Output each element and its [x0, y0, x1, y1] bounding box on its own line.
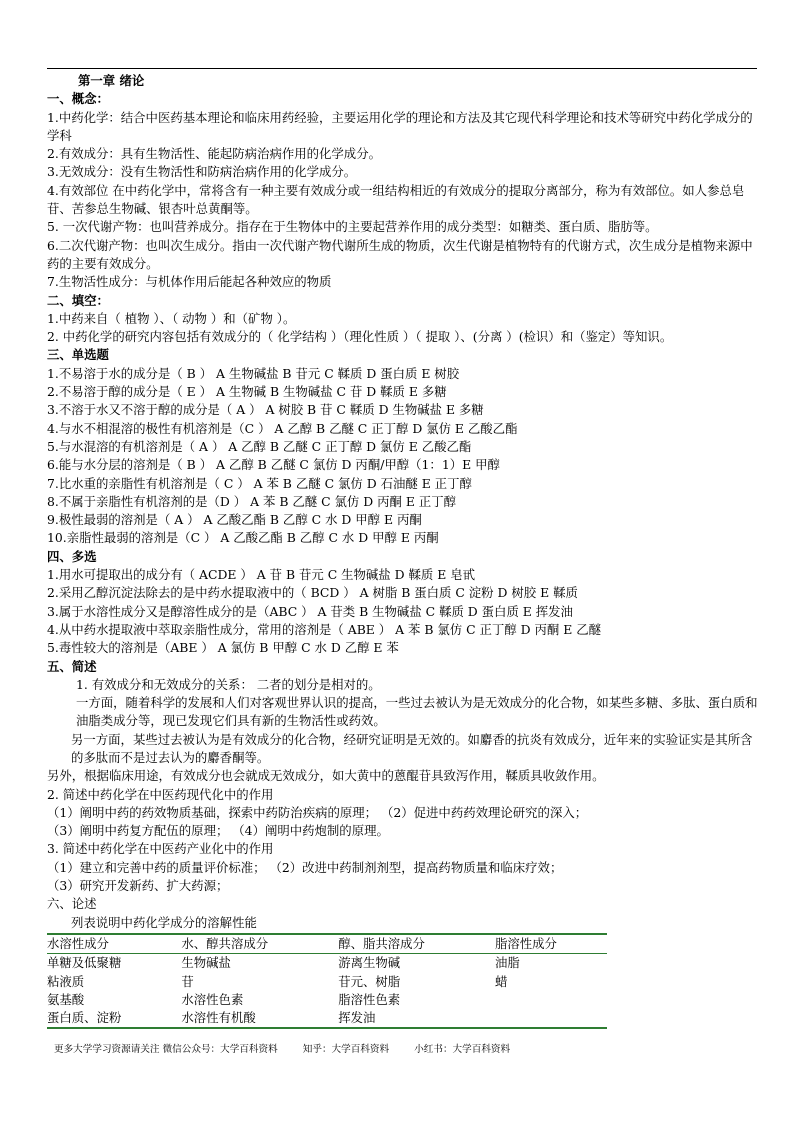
brief-answer: （1）建立和完善中药的质量评价标准； （2）改进中药制剂剂型，提高药物质量和临床疗效； — [47, 859, 563, 875]
solubility-table — [47, 933, 607, 1029]
brief-question: 1. 有效成分和无效成分的关系： 二者的划分是相对的。 — [76, 676, 381, 692]
footer-wechat: 更多大学学习资源请关注 微信公众号：大学百科资料 — [54, 1044, 278, 1055]
concept-item: 4.有效部位 在中药化学中，常将含有一种主要有效成分或一组结构相近的有效成分的提取分离部分，称为有效部位。如人参总皂苷、苦参总生物碱、银杏叶总黄酮等。 — [47, 182, 745, 217]
table-cell: 水溶性有机酸 — [181, 1009, 338, 1028]
single-choice-item: 4.与水不相混溶的极性有机溶剂是（C ） A 乙醇 B 乙醚 C 正丁醇 D 氯仿 E 乙酸乙酯 — [47, 420, 518, 436]
brief-question: 3. 简述中药化学在中医药产业化中的作用 — [47, 841, 274, 857]
multi-choice-item: 3.属于水溶性成分又是醇溶性成分的是（ABC ） A 苷类 B 生物碱盐 C 鞣质 D 蛋白质 E 挥发油 — [47, 603, 573, 619]
table-cell: 脂溶性色素 — [338, 991, 401, 1007]
table-cell: 蜡 — [494, 973, 508, 989]
table-cell: 水溶性色素 — [181, 991, 244, 1007]
brief-question: 2. 简述中药化学在中医药现代化中的作用 — [47, 786, 274, 802]
single-choice-item: 6.能与水分层的溶剂是（ B ） A 乙醇 B 乙醚 C 氯仿 D 丙酮/甲醇（1：1）E 甲醇 — [47, 457, 500, 473]
single-choice-item: 1.不易溶于水的成分是（ B ） A 生物碱盐 B 苷元 C 鞣质 D 蛋白质 E 树胶 — [47, 365, 460, 381]
table-row — [47, 991, 607, 1009]
concept-item: 5. 一次代谢产物：也叫营养成分。指存在于生物体中的主要起营养作用的成分类型：如糖类、蛋白质、脂肪等。 — [47, 219, 658, 235]
essay-heading: 六、论述 — [47, 896, 97, 912]
table-row — [47, 954, 607, 973]
single-choice-item: 3.不溶于水又不溶于醇的成分是（ A ） A 树胶 B 苷 C 鞣质 D 生物碱盐 E 多糖 — [47, 402, 484, 418]
fill-heading: 二、填空： — [47, 292, 109, 308]
table-cell: 单糖及低聚糖 — [47, 955, 122, 971]
table-cell: 苷 — [181, 973, 194, 989]
multi-choice-item: 4.从中药水提取液中萃取亲脂性成分，常用的溶剂是（ ABE ） A 苯 B 氯仿 C 正丁醇 D 丙酮 E 乙醚 — [47, 621, 601, 637]
brief-answer: （1）阐明中药的药效物质基础，探索中药防治疾病的原理； （2）促进中药药效理论研究的深入； — [47, 804, 588, 820]
table-header-cell: 脂溶性成分 — [495, 934, 607, 954]
concept-item: 1.中药化学：结合中医药基本理论和临床用药经验，主要运用化学的理论和方法及其它现代科学理论和技术等研究中药化学成分的学科 — [47, 109, 753, 143]
concept-item: 2.有效成分：具有生物活性、能起防病治病作用的化学成分。 — [47, 146, 381, 162]
essay-question: 列表说明中药化学成分的溶解性能 — [71, 914, 257, 930]
single-choice-heading: 三、单选题 — [47, 347, 109, 363]
footer-zhihu: 知乎：大学百科资料 — [302, 1044, 390, 1055]
table-cell: 苷元、树脂 — [338, 973, 401, 989]
brief-answer: （3）研究开发新药、扩大药源； — [47, 878, 229, 894]
table-cell: 油脂 — [494, 955, 520, 971]
table-cell: 生物碱盐 — [181, 955, 231, 971]
document-page — [47, 68, 759, 1029]
footer-xiaohongshu: 小红书：大学百科资料 — [414, 1044, 511, 1055]
brief-paragraph: 一方面，随着科学的发展和人们对客观世界认识的提高，一些过去被认为是无效成分的化合物，如某些多糖、多肽、蛋白质和油脂类成分等，现已发现它们具有新的生物活性或药效。 — [76, 695, 758, 729]
top-rule — [47, 68, 757, 69]
brief-answer: （3）阐明中药复方配伍的原理； （4）阐明中药炮制的原理。 — [47, 823, 389, 839]
fill-item: 2. 中药化学的研究内容包括有效成分的（ 化学结构 ）（理化性质 ）（ 提取 ）、(分离 ）(检识）和（鉴定）等知识。 — [47, 329, 673, 345]
page-footer — [54, 1041, 532, 1055]
single-choice-item: 9.极性最弱的溶剂是（ A ） A 乙酸乙酯 B 乙醇 C 水 D 甲醇 E 丙酮 — [47, 512, 422, 528]
multi-choice-heading: 四、多选 — [47, 548, 97, 564]
single-choice-item: 8.不属于亲脂性有机溶剂的是（D ） A 苯 B 乙醚 C 氯仿 D 丙酮 E 正丁醇 — [47, 493, 456, 509]
multi-choice-item: 1.用水可提取出的成分有（ ACDE ） A 苷 B 苷元 C 生物碱盐 D 鞣质 E 皂甙 — [47, 567, 475, 583]
table-cell — [495, 1009, 607, 1028]
table-header-cell: 水、醇共溶成分 — [181, 934, 338, 954]
multi-choice-item: 2.采用乙醇沉淀法除去的是中药水提取液中的（ BCD ） A 树脂 B 蛋白质 C 淀粉 D 树胶 E 鞣质 — [47, 585, 578, 601]
table-cell: 蛋白质、淀粉 — [47, 1009, 181, 1028]
single-choice-item: 7.比水重的亲脂性有机溶剂是（ C ） A 苯 B 乙醚 C 氯仿 D 石油醚 E 正丁醇 — [47, 475, 472, 491]
table-header-row — [47, 934, 607, 954]
table-cell: 游离生物碱 — [338, 955, 401, 971]
concepts-heading: 一、概念： — [47, 91, 109, 107]
fill-item: 1.中药来自（ 植物 ）、（ 动物 ）和（矿物 ）。 — [47, 310, 296, 326]
concept-item: 7.生物活性成分：与机体作用后能起各种效应的物质 — [47, 274, 332, 290]
concept-item: 3.无效成分：没有生物活性和防病治病作用的化学成分。 — [47, 164, 357, 180]
brief-heading: 五、简述 — [47, 658, 97, 674]
table-header-cell: 水溶性成分 — [47, 934, 181, 954]
brief-paragraph: 另外，根据临床用途，有效成分也会就成无效成分，如大黄中的蒽醌苷具致泻作用，鞣质具收敛作用。 — [47, 768, 605, 784]
single-choice-item: 2.不易溶于醇的成分是（ E ） A 生物碱 B 生物碱盐 C 苷 D 鞣质 E 多糖 — [47, 384, 447, 400]
table-cell: 粘液质 — [47, 973, 85, 989]
table-cell — [495, 991, 607, 1009]
multi-choice-item: 5.毒性较大的溶剂是（ABE ） A 氯仿 B 甲醇 C 水 D 乙醇 E 苯 — [47, 640, 399, 656]
table-cell: 氨基酸 — [47, 991, 85, 1007]
brief-paragraph: 另一方面，某些过去被认为是有效成分的化合物，经研究证明是无效的。如麝香的抗炎有效成分，近年来的实验证实是其所含的多肽而不是过去认为的麝香酮等。 — [71, 731, 753, 765]
concept-item: 6.二次代谢产物：也叫次生成分。指由一次代谢产物代谢所生成的物质，次生代谢是植物特有的代谢方式，次生成分是植物来源中药的主要有效成分。 — [47, 237, 753, 271]
table-row — [47, 1009, 607, 1028]
table-row — [47, 973, 607, 991]
chapter-title: 第一章 绪论 — [78, 73, 145, 88]
single-choice-item: 10.亲脂性最弱的溶剂是（C ） A 乙酸乙酯 B 乙醇 C 水 D 甲醇 E 丙酮 — [47, 530, 439, 546]
table-header-cell: 醇、脂共溶成分 — [338, 934, 495, 954]
single-choice-item: 5.与水混溶的有机溶剂是（ A ） A 乙醇 B 乙醚 C 正丁醇 D 氯仿 E 乙酸乙酯 — [47, 438, 472, 454]
table-cell: 挥发油 — [338, 1009, 495, 1028]
